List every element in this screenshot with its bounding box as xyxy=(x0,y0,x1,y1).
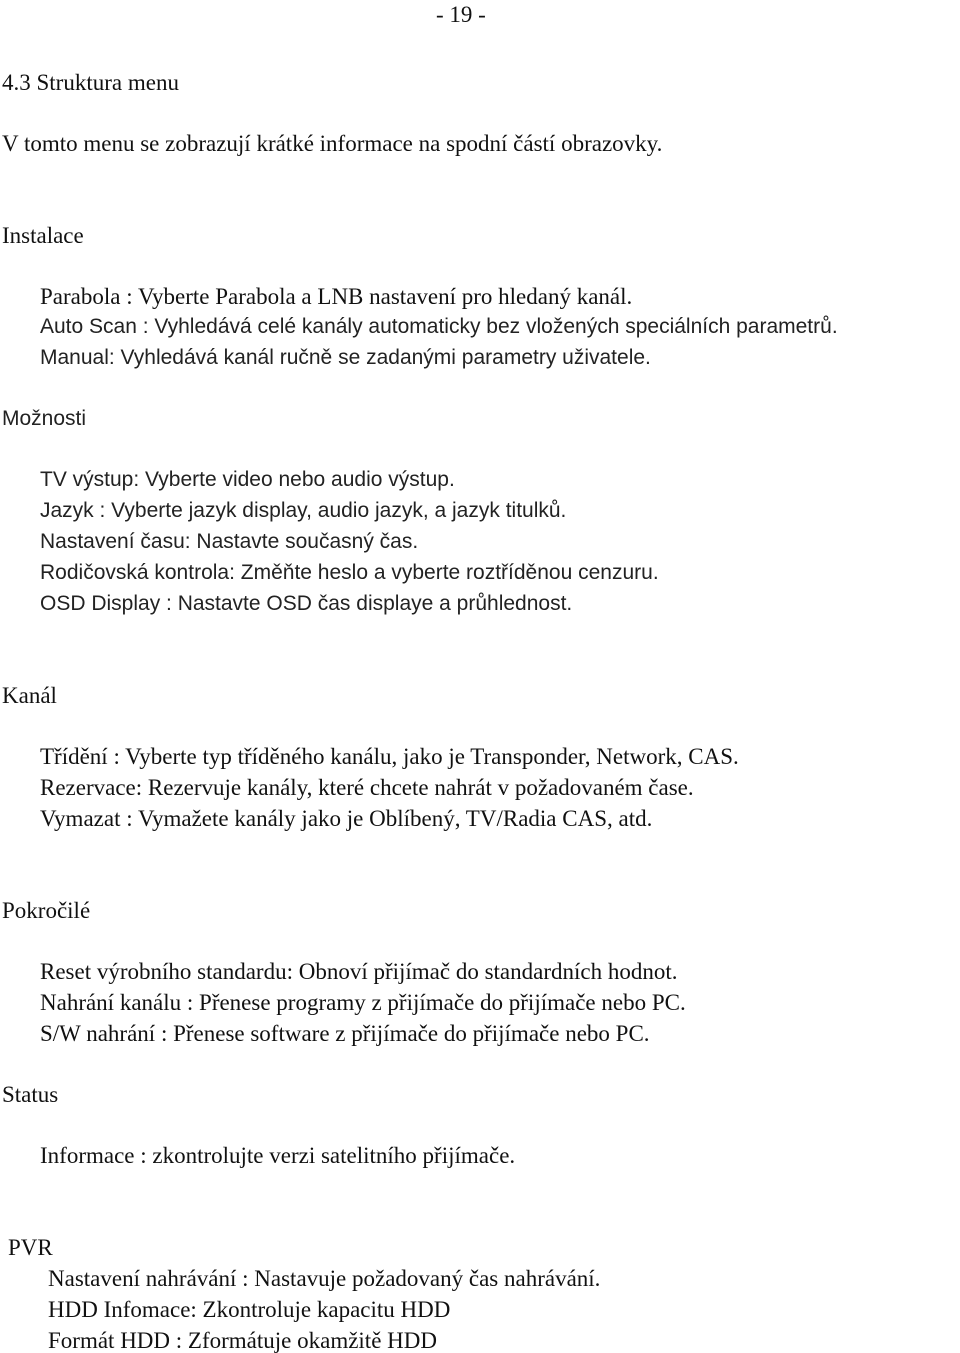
pokrocile-item: Nahrání kanálu : Přenese programy z přijímače do přijímače nebo PC. xyxy=(40,990,686,1015)
page-number: - 19 - xyxy=(436,2,486,27)
instalace-item: Auto Scan : Vyhledává celé kanály automaticky bez vložených speciálních parametrů. xyxy=(40,315,838,338)
moznosti-item: Rodičovská kontrola: Změňte heslo a vyberte roztříděnou cenzuru. xyxy=(40,561,659,584)
status-item: Informace : zkontrolujte verzi satelitního přijímače. xyxy=(40,1143,516,1168)
moznosti-item: OSD Display : Nastavte OSD čas displaye a průhlednost. xyxy=(40,592,573,615)
instalace-title: Instalace xyxy=(2,223,84,248)
instalace-item: Parabola : Vyberte Parabola a LNB nastavení pro hledaný kanál. xyxy=(40,284,633,309)
moznosti-title: Možnosti xyxy=(2,407,87,430)
pvr-item: Nastavení nahrávání : Nastavuje požadovaný čas nahrávání. xyxy=(48,1266,601,1291)
intro-paragraph: V tomto menu se zobrazují krátké informace na spodní částí obrazovky. xyxy=(2,131,663,156)
pvr-title: PVR xyxy=(8,1235,53,1260)
kanal-item: Třídění : Vyberte typ tříděného kanálu, jako je Transponder, Network, CAS. xyxy=(40,744,739,769)
section-heading: 4.3 Struktura menu xyxy=(2,70,179,95)
kanal-item: Rezervace: Rezervuje kanály, které chcete nahrát v požadovaném čase. xyxy=(40,775,694,800)
moznosti-item: Jazyk : Vyberte jazyk display, audio jazyk, a jazyk titulků. xyxy=(40,499,567,522)
moznosti-item: TV výstup: Vyberte video nebo audio výstup. xyxy=(40,468,455,491)
pvr-item: HDD Infomace: Zkontroluje kapacitu HDD xyxy=(48,1297,451,1322)
pokrocile-title: Pokročilé xyxy=(2,898,91,923)
kanal-title: Kanál xyxy=(2,683,57,708)
status-title: Status xyxy=(2,1082,59,1107)
moznosti-item: Nastavení času: Nastavte současný čas. xyxy=(40,530,419,553)
pokrocile-item: Reset výrobního standardu: Obnoví přijímač do standardních hodnot. xyxy=(40,959,678,984)
pvr-item: Formát HDD : Zformátuje okamžitě HDD xyxy=(48,1328,437,1353)
instalace-item: Manual: Vyhledává kanál ručně se zadanými parametry uživatele. xyxy=(40,346,651,369)
kanal-item: Vymazat : Vymažete kanály jako je Oblíbený, TV/Radia CAS, atd. xyxy=(40,806,653,831)
pokrocile-item: S/W nahrání : Přenese software z přijímače do přijímače nebo PC. xyxy=(40,1021,650,1046)
